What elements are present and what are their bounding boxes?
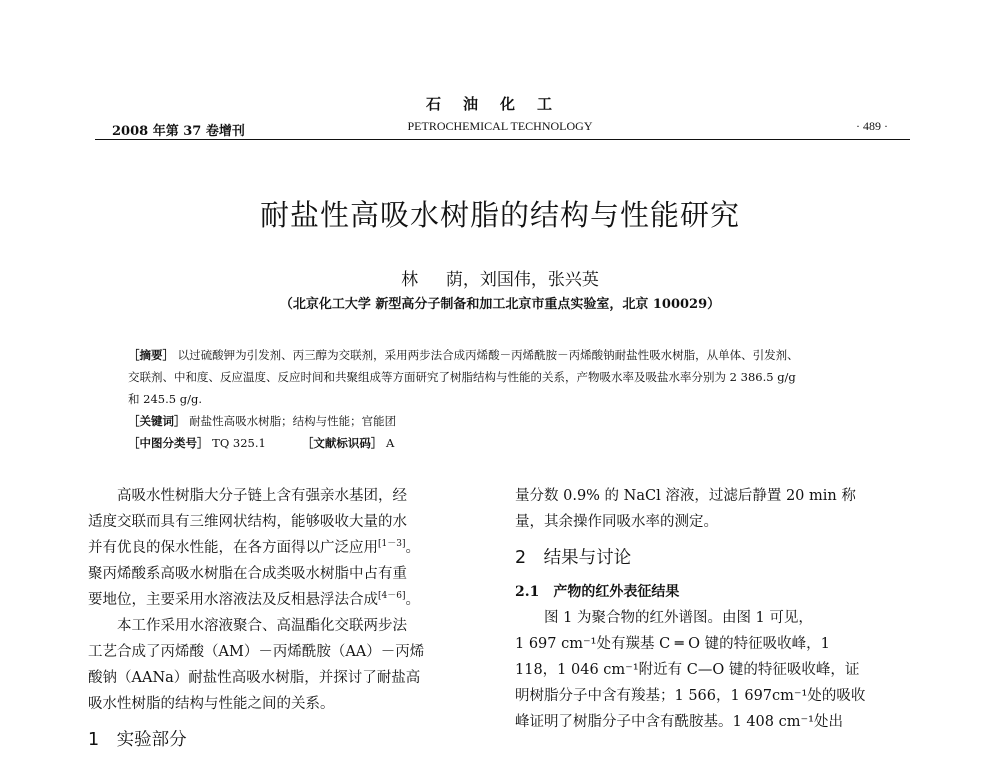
abstract-line: 和 245.5 g/g.	[128, 392, 202, 406]
right-column	[515, 483, 917, 735]
body-line: 本工作采用水溶液聚合、高温酯化交联两步法	[117, 618, 407, 634]
doc-code: A	[386, 436, 395, 450]
doc-code-label: ［文献标识码］	[301, 436, 383, 450]
body-line: 酸钠（AANa）耐盐性高吸水树脂，并探讨了耐盐高	[88, 670, 421, 686]
journal-name-cn: 石油化工	[425, 95, 574, 113]
abstract	[128, 344, 888, 454]
issue-info: 2008 年第 37 卷增刊	[112, 124, 245, 139]
body-line: 高吸水性树脂大分子链上含有强亲水基团，经	[117, 488, 407, 504]
body-line: 118，1 046 cm⁻¹附近有 C—O 键的特征吸收峰，证	[515, 662, 860, 678]
body-line: 工艺合成了丙烯酸（AM）－丙烯酰胺（AA）－丙烯	[88, 644, 425, 660]
body-line: 量，其余操作同吸水率的测定。	[515, 514, 718, 530]
section-heading: 1 实验部分	[88, 730, 187, 750]
punctuation: 。	[405, 540, 420, 556]
authors: 林 荫，刘国伟，张兴英	[401, 270, 599, 290]
citation: [4－6]	[378, 591, 406, 602]
subsection-heading: 2.1 产物的红外表征结果	[515, 584, 680, 600]
citation: [1－3]	[378, 539, 406, 550]
left-column	[88, 483, 490, 761]
clc-label: ［中图分类号］	[128, 436, 209, 450]
abstract-line: 以过硫酸钾为引发剂、丙三醇为交联剂，采用两步法合成丙烯酸－丙烯酰胺－丙烯酸钠耐盐性吸水树脂，从单体、引发剂、	[177, 348, 799, 362]
punctuation: 。	[405, 592, 420, 608]
journal-name-en: PETROCHEMICAL TECHNOLOGY	[407, 119, 593, 133]
header-rule	[95, 139, 910, 140]
section-heading: 2 结果与讨论	[515, 548, 632, 568]
keywords-label: ［关键词］	[128, 414, 186, 428]
paper-title: 耐盐性高吸水树脂的结构与性能研究	[259, 198, 740, 232]
body-line: 峰证明了树脂分子中含有酰胺基。1 408 cm⁻¹处出	[515, 714, 843, 730]
abstract-label: ［摘要］	[128, 348, 174, 362]
abstract-line: 交联剂、中和度、反应温度、反应时间和共聚组成等方面研究了树脂结构与性能的关系，产物吸水率及吸盐水率分别为 2 386.5 g/g	[128, 370, 796, 384]
body-line: 吸水性树脂的结构与性能之间的关系。	[88, 696, 335, 712]
keywords: 耐盐性高吸水树脂；结构与性能；官能团	[189, 414, 397, 428]
body-line: 聚丙烯酸系高吸水树脂在合成类吸水树脂中占有重	[88, 566, 407, 582]
affiliation: （北京化工大学 新型高分子制备和加工北京市重点实验室，北京 100029）	[279, 297, 721, 312]
body-line: 图 1 为聚合物的红外谱图。由图 1 可见，	[544, 610, 813, 626]
body-line: 适度交联而具有三维网状结构，能够吸收大量的水	[88, 514, 407, 530]
clc-number: TQ 325.1	[212, 436, 266, 450]
body-line: 要地位，主要采用水溶液法及反相悬浮法合成	[88, 592, 378, 608]
body-line: 并有优良的保水性能，在各方面得以广泛应用	[88, 540, 378, 556]
body-line: 量分数 0.9% 的 NaCl 溶液，过滤后静置 20 min 称	[515, 488, 856, 504]
body-line: 1 697 cm⁻¹处有羰基 C ═ O 键的特征吸收峰，1	[515, 636, 830, 652]
page-number: · 489 ·	[856, 119, 888, 133]
body-line: 明树脂分子中含有羧基；1 566，1 697cm⁻¹处的吸收	[515, 688, 866, 704]
